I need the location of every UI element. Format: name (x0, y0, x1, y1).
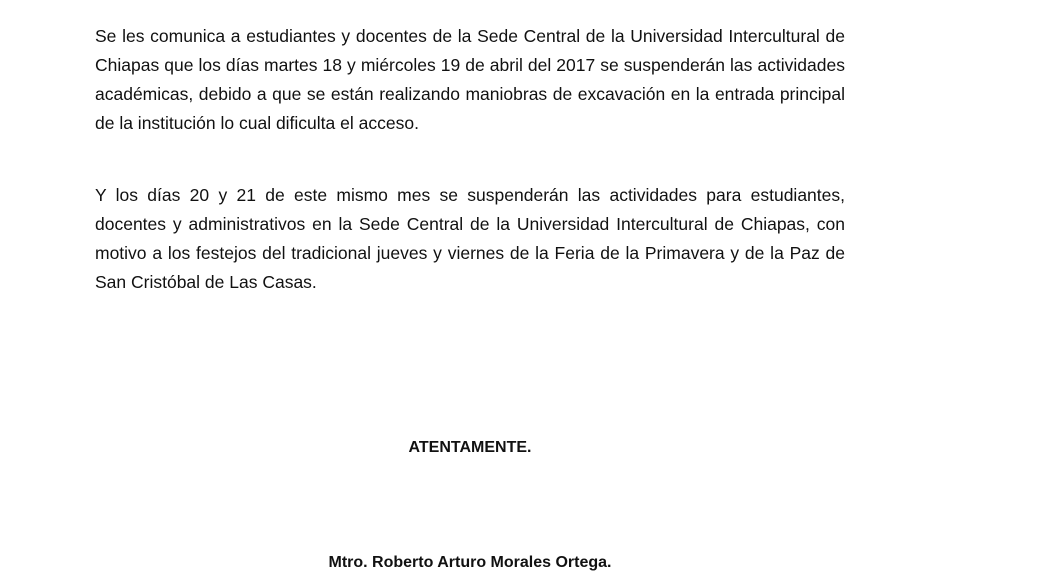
signer-name: Mtro. Roberto Arturo Morales Ortega. (328, 554, 612, 571)
closing-salutation: ATENTAMENTE. (408, 439, 532, 456)
notice-paragraph-1: Se les comunica a estudiantes y docentes de la Sede Central de la Universidad Intercultural de Chiapas que los días martes 18 y miércoles 19 de abril del 2017 se suspenderán las actividades académicas, debido a que se están realizando maniobras de excavación en la entrada principal de la institución lo cual dificulta el acceso. (95, 26, 845, 133)
notice-paragraph-2: Y los días 20 y 21 de este mismo mes se suspenderán las actividades para estudiantes, docentes y administrativos en la Sede Central de la Universidad Intercultural de Chiapas, con motivo a los festejos del tradicional jueves y viernes de la Feria de la Primavera y de la Paz de San Cristóbal de Las Casas. (95, 185, 845, 292)
